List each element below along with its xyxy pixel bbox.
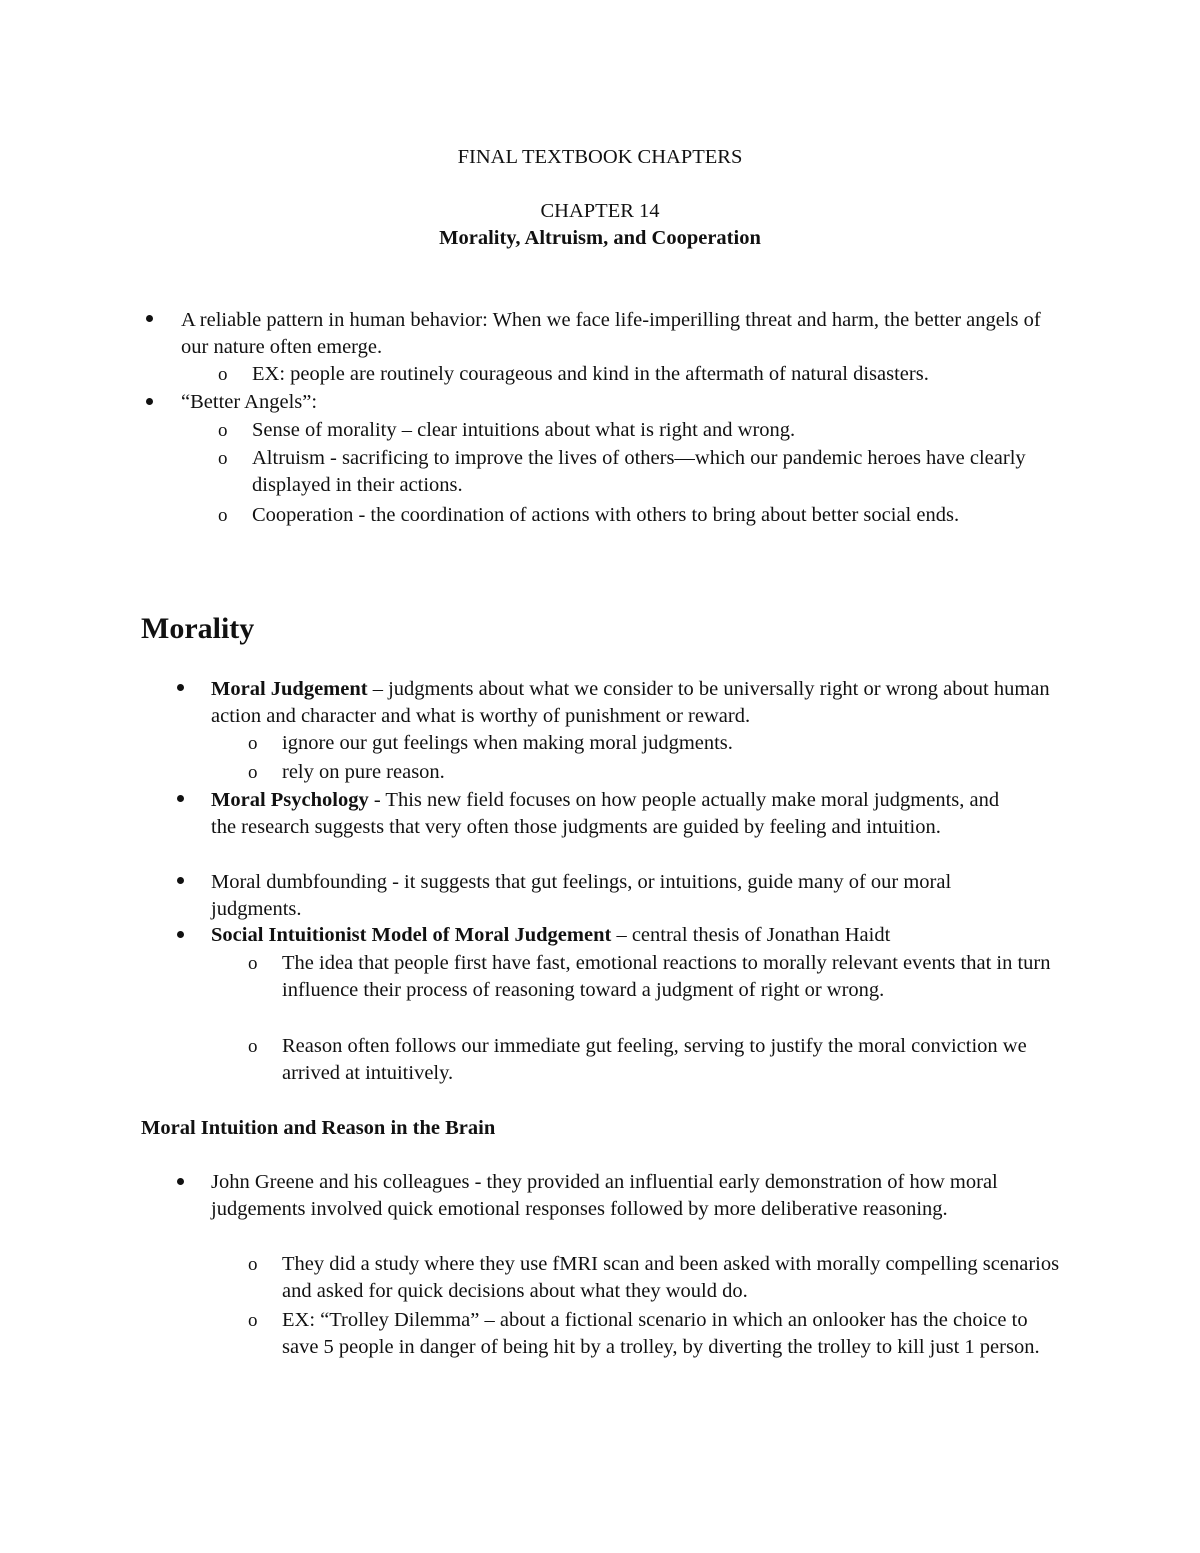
sub-bullet-icon: o — [248, 953, 258, 974]
list-item — [211, 922, 1071, 949]
bullet-icon — [177, 684, 184, 691]
list-item: They did a study where they use fMRI scan and been asked with morally compelling scenarios and asked for quick decisions about what they would do. — [282, 1253, 1060, 1302]
list-item-text: – central thesis of Jonathan Haidt — [611, 924, 891, 946]
list-item: Sense of morality – clear intuitions about what is right and wrong. — [252, 419, 796, 441]
sub-bullet-icon: o — [248, 733, 258, 754]
list-item — [211, 676, 1071, 730]
bullet-icon — [177, 877, 184, 884]
chapter-label: CHAPTER 14 — [540, 200, 660, 222]
list-item: ignore our gut feelings when making moral judgments. — [282, 732, 733, 754]
list-item: EX: people are routinely courageous and kind in the aftermath of natural disasters. — [252, 363, 929, 385]
term-moral-psychology: Moral Psychology — [211, 789, 369, 811]
sub-bullet-icon: o — [218, 448, 228, 469]
bullet-icon — [177, 1178, 184, 1185]
list-item: EX: “Trolley Dilemma” – about a fictional scenario in which an onlooker has the choice to save 5 people in danger of being hit by a trolley, by diverting the trolley to kill just 1 person. — [282, 1309, 1040, 1358]
bullet-icon — [146, 315, 153, 322]
list-item: rely on pure reason. — [282, 761, 445, 783]
list-item: Altruism - sacrificing to improve the lives of others—which our pandemic heroes have clearly displayed in their actions. — [252, 447, 1026, 496]
sub-bullet-icon: o — [218, 364, 228, 385]
sub-bullet-icon: o — [248, 1254, 258, 1275]
document-title: FINAL TEXTBOOK CHAPTERS — [457, 146, 743, 168]
list-item-text: – judgments about what we consider to be universally right or wrong about human action and character and what is worthy of punishment or reward. — [211, 678, 1050, 727]
sub-bullet-icon: o — [218, 505, 228, 526]
section-heading-morality: Morality — [141, 612, 255, 645]
bullet-icon — [177, 795, 184, 802]
sub-bullet-icon: o — [248, 762, 258, 783]
chapter-subtitle: Morality, Altruism, and Cooperation — [439, 227, 761, 249]
list-item: A reliable pattern in human behavior: When we face life-imperilling threat and harm, the better angels of our nature often emerge. — [181, 309, 1041, 358]
list-item — [211, 787, 1011, 841]
list-item: John Greene and his colleagues - they provided an influential early demonstration of how moral judgements involved quick emotional responses followed by more deliberative reasoning. — [211, 1171, 998, 1220]
list-item: Cooperation - the coordination of actions with others to bring about better social ends. — [252, 504, 960, 526]
term-moral-judgement: Moral Judgement — [211, 678, 368, 700]
list-item: Reason often follows our immediate gut feeling, serving to justify the moral conviction we arrived at intuitively. — [282, 1035, 1027, 1084]
bullet-icon — [177, 931, 184, 938]
list-item-text: - This new field focuses on how people actually make moral judgments, and the research suggests that very often those judgments are guided by feeling and intuition. — [211, 789, 1000, 838]
sub-bullet-icon: o — [218, 420, 228, 441]
sub-bullet-icon: o — [248, 1036, 258, 1057]
bullet-icon — [146, 398, 153, 405]
list-item: The idea that people first have fast, emotional reactions to morally relevant events that in turn influence their process of reasoning toward a judgment of right or wrong. — [282, 952, 1051, 1001]
section-heading-brain: Moral Intuition and Reason in the Brain — [141, 1117, 496, 1139]
sub-bullet-icon: o — [248, 1310, 258, 1331]
term-social-intuitionist-model: Social Intuitionist Model of Moral Judgement — [211, 924, 612, 946]
list-item: “Better Angels”: — [181, 391, 318, 413]
list-item: Moral dumbfounding - it suggests that gut feelings, or intuitions, guide many of our moral judgments. — [211, 871, 952, 920]
